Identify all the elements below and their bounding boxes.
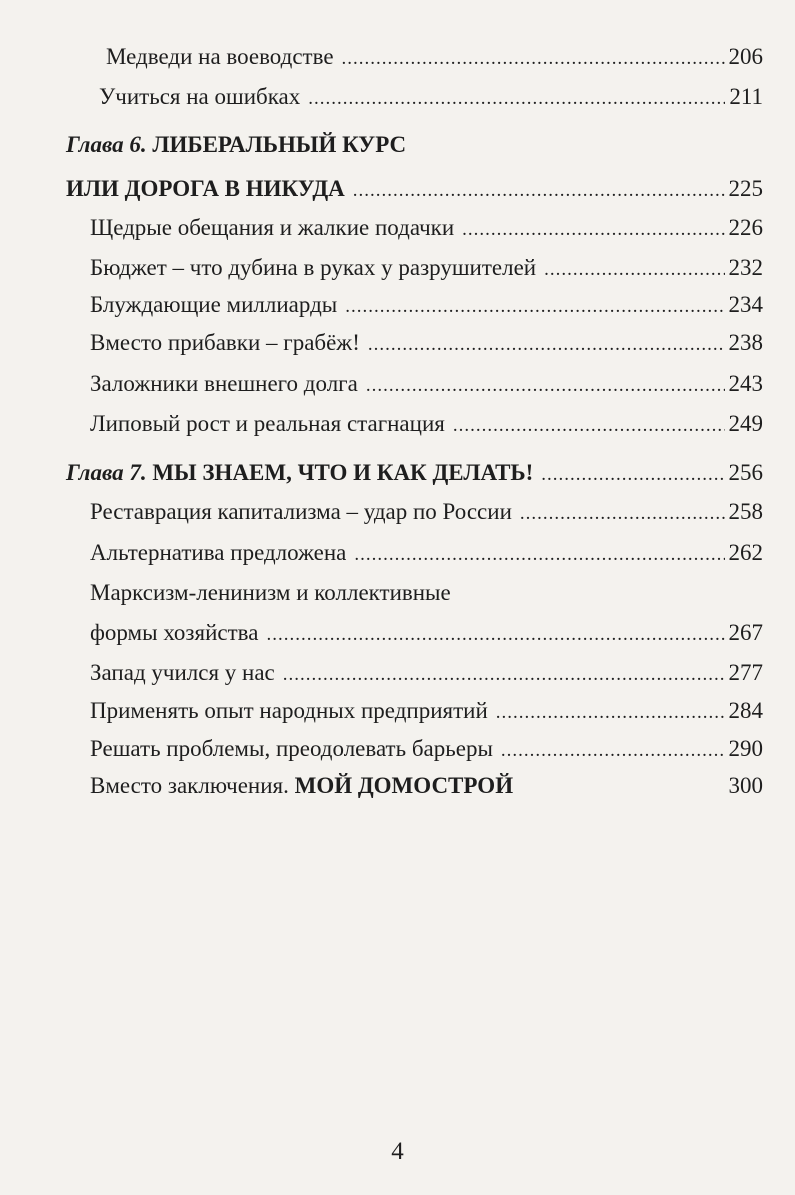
toc-entry [90,369,763,401]
toc-entry-title: Щедрые обещания и жалкие подачки [90,215,455,240]
toc-entry-title: Альтернатива предложена [90,540,347,565]
leader-dots [462,215,724,245]
toc-entry-title: Заложники внешнего долга [90,371,358,396]
toc-entry-page: 226 [728,215,763,240]
toc-entry [90,328,763,360]
leader-dots [283,660,725,690]
chapter-label: Глава 6. [66,132,147,157]
toc-entry-page: 290 [728,736,763,761]
leader-dots [354,540,724,570]
toc-entry [90,538,763,570]
chapter-page: 256 [728,460,763,485]
leader-dots [308,84,725,114]
toc-entry-title-line1: Марксизм-ленинизм и коллективные [90,580,451,605]
toc-entry-page: 277 [728,660,763,685]
leader-dots [342,44,725,74]
toc-entry-page: 258 [728,499,763,524]
toc-entry [90,253,763,285]
leader-dots [520,499,725,529]
leader-dots [368,330,725,360]
toc-entry-title: Решать проблемы, преодолевать барьеры [90,736,493,761]
toc-entry [90,696,763,728]
chapter-6-heading [66,130,406,160]
toc-entry-title: Реставрация капитализма – удар по России [90,499,512,524]
toc-entry-title: Блуждающие миллиарды [90,292,338,317]
toc-entry-title: Применять опыт народных предприятий [90,698,488,723]
toc-entry-page: 284 [728,698,763,723]
chapter-title: МЫ ЗНАЕМ, ЧТО И КАК ДЕЛАТЬ! [152,460,534,485]
chapter-6-heading-line2 [66,174,763,206]
toc-entry [90,618,763,650]
chapter-7-heading [66,458,763,490]
toc-entry-title: Запад учился у нас [90,660,275,685]
toc-entry [90,734,763,766]
toc-entry-page: 249 [728,411,763,436]
toc-entry-title: Медведи на воеводстве [106,44,334,69]
leader-dots [541,460,724,490]
conclusion-prefix: Вместо заключения. [90,773,289,798]
toc-entry [90,213,763,245]
leader-dots [366,371,725,401]
toc-entry-page: 243 [728,371,763,396]
page-number: 4 [391,1138,404,1165]
toc-entry [99,82,763,114]
toc-entry-page: 300 [728,773,763,798]
toc-entry-title: Учиться на ошибках [99,84,301,109]
toc-entry-page: 262 [728,540,763,565]
toc-entry-page: 234 [728,292,763,317]
leader-dots [496,698,725,728]
toc-entry-page: 238 [728,330,763,355]
leader-dots [353,176,725,206]
toc-entry-title: Вместо прибавки – грабёж! [90,330,360,355]
toc-entry-page: 211 [729,84,763,109]
leader-dots [501,736,725,766]
leader-dots [544,255,724,285]
toc-entry-title: Бюджет – что дубина в руках у разрушителей [90,255,537,280]
toc-entry [90,290,763,322]
toc-entry [90,497,763,529]
leader-dots [345,292,724,322]
chapter-label: Глава 7. [66,460,147,485]
conclusion-title: МОЙ ДОМОСТРОЙ [294,773,514,798]
chapter-title: ИЛИ ДОРОГА В НИКУДА [66,176,345,201]
toc-entry [90,658,763,690]
leader-dots [453,411,725,441]
toc-entry-page: 206 [728,44,763,69]
toc-entry-title: формы хозяйства [90,620,259,645]
toc-entry-page: 232 [728,255,763,280]
toc-entry-page: 267 [728,620,763,645]
toc-entry [106,42,763,74]
toc-entry [90,409,763,441]
conclusion-entry [90,771,763,801]
chapter-page: 225 [728,176,763,201]
chapter-title: ЛИБЕРАЛЬНЫЙ КУРС [152,132,407,157]
toc-entry-title: Липовый рост и реальная стагнация [90,411,445,436]
leader-dots [266,620,724,650]
